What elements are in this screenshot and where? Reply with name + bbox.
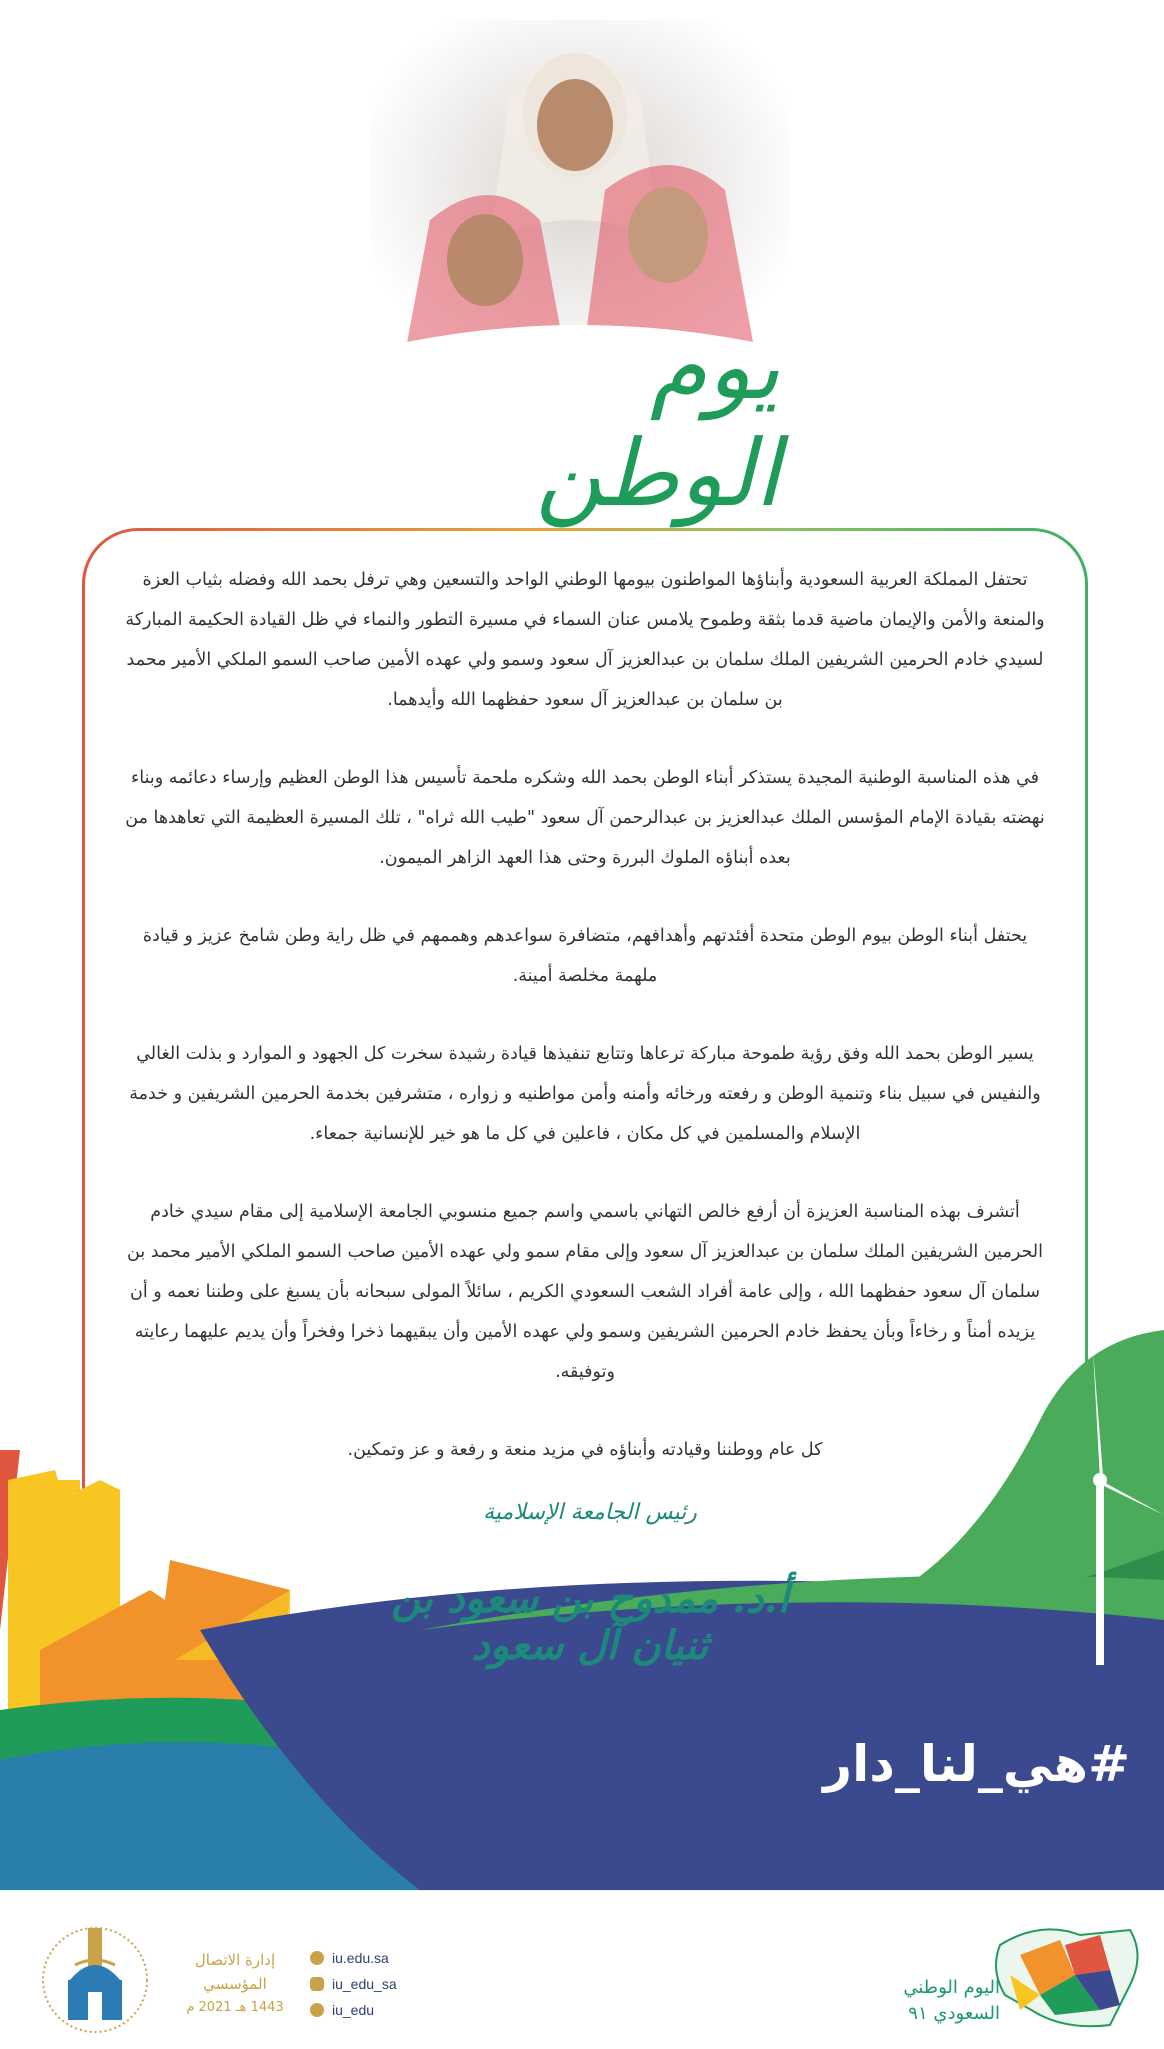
message-paragraph: في هذه المناسبة الوطنية المجيدة يستذكر أبناء الوطن بحمد الله وشكره ملحمة تأسيس هذا الوطن العظيم وإرساء دعائمه وبناء نهضته بقيادة الإمام المؤسس الملك عبدالعزيز بن عبدالرحمن آل سعود "طيب الله ثراه" ، تلك المسيرة العظيمة التي تعاهدها من بعده أبناؤه الملوك البررة وحتى هذا العهد الزاهر الميمون. <box>125 768 1045 868</box>
message-paragraph: يحتفل أبناء الوطن بيوم الوطن متحدة أفئدتهم وأهدافهم، متضافرة سواعدهم وهممهم في ظل راية وطن شامخ عزيز و قيادة ملهمة مخلصة أمينة. <box>142 926 1028 986</box>
national-day-line2: السعودي ٩١ <box>908 2003 1000 2024</box>
globe-icon <box>310 1951 324 1965</box>
department-block <box>180 1948 290 2020</box>
contact-instagram[interactable] <box>310 1976 397 1992</box>
message-body <box>120 560 1050 1508</box>
national-day-calligraphy-title <box>390 313 780 527</box>
campaign-hashtag: #هي_لنا_دار <box>823 1735 1130 1793</box>
twitter-icon <box>310 2003 324 2017</box>
department-name-line2: المؤسسي <box>203 1975 267 1993</box>
university-logo-icon <box>30 1920 160 2040</box>
national-day-label <box>860 1975 1000 2027</box>
department-name: إدارة الاتصال <box>194 1951 276 1969</box>
signature-name: أ.د. ممدوح بن سعود بن ثنيان آل سعود <box>391 1575 789 1669</box>
instagram-icon <box>310 1977 324 1991</box>
signature-title: رئيس الجامعة الإسلامية <box>483 1500 697 1525</box>
contact-text: iu_edu <box>332 2002 375 2018</box>
message-paragraph: تحتفل المملكة العربية السعودية وأبناؤها المواطنون بيومها الوطني الواحد والتسعين وهي ترفل بحمد الله وفضله بثياب العزة والمنعة والأمن والإيمان ماضية قدما بثقة وطموح يلامس عنان السماء في مسيرة التطور والنماء في ظل القيادة الحكيمة المباركة لسيدي خادم الحرمين الشريفين الملك سلمان بن عبدالعزيز آل سعود وسمو ولي عهده الأمين صاحب السمو الملكي الأمير محمد بن سلمان بن عبدالعزيز آل سعود حفظهما الله وأيدهما. <box>125 570 1045 710</box>
national-day-91-logo-icon <box>980 1915 1150 2035</box>
contact-text: iu_edu_sa <box>332 1976 397 1992</box>
contact-list <box>310 1950 397 2028</box>
national-day-line1: اليوم الوطني <box>903 1977 1000 1998</box>
message-paragraph: كل عام ووطننا وقيادته وأبناؤه في مزيد منعة و رفعة و عز وتمكين. <box>347 1440 823 1460</box>
contact-website[interactable] <box>310 1950 397 1966</box>
contact-twitter[interactable] <box>310 2002 397 2018</box>
message-paragraph: يسير الوطن بحمد الله وفق رؤية طموحة مباركة ترعاها وتتابع تنفيذها قيادة رشيدة سخرت كل الجهود و الموارد و بذلت الغالي والنفيس في سبيل بناء وتنمية الوطن و رفعته ورخائه وأمنه وأمن مواطنيه و زواره ، متشرفين بخدمة الحرمين الشريفين و خدمة الإسلام والمسلمين في كل مكان ، فاعلين في كل ما هو خير للإنسانية جمعاء. <box>129 1044 1041 1144</box>
department-date: 1443 هـ 2021 م <box>186 2000 284 2015</box>
title-text: يوم الوطن <box>535 313 780 527</box>
contact-text: iu.edu.sa <box>332 1950 389 1966</box>
message-paragraph: أتشرف بهذه المناسبة العزيزة أن أرفع خالص التهاني باسمي واسم جميع منسوبي الجامعة الإسلامية إلى مقام سيدي خادم الحرمين الشريفين الملك سلمان بن عبدالعزيز آل سعود وإلى مقام سمو ولي عهده الأمين صاحب السمو الملكي الأمير محمد بن سلمان آل سعود حفظهما الله ، وإلى عامة أفراد الشعب السعودي الكريم ، سائلاً المولى سبحانه بأن يسبغ على وطننا نعمه و أن يزيده أمناً و رخاءاً وبأن يحفظ خادم الحرمين الشريفين وسمو ولي عهده الأمين وأن يبقيهما ذخرا وفخراً وأن يديم عليهما رعايته وتوفيقه. <box>127 1202 1043 1382</box>
